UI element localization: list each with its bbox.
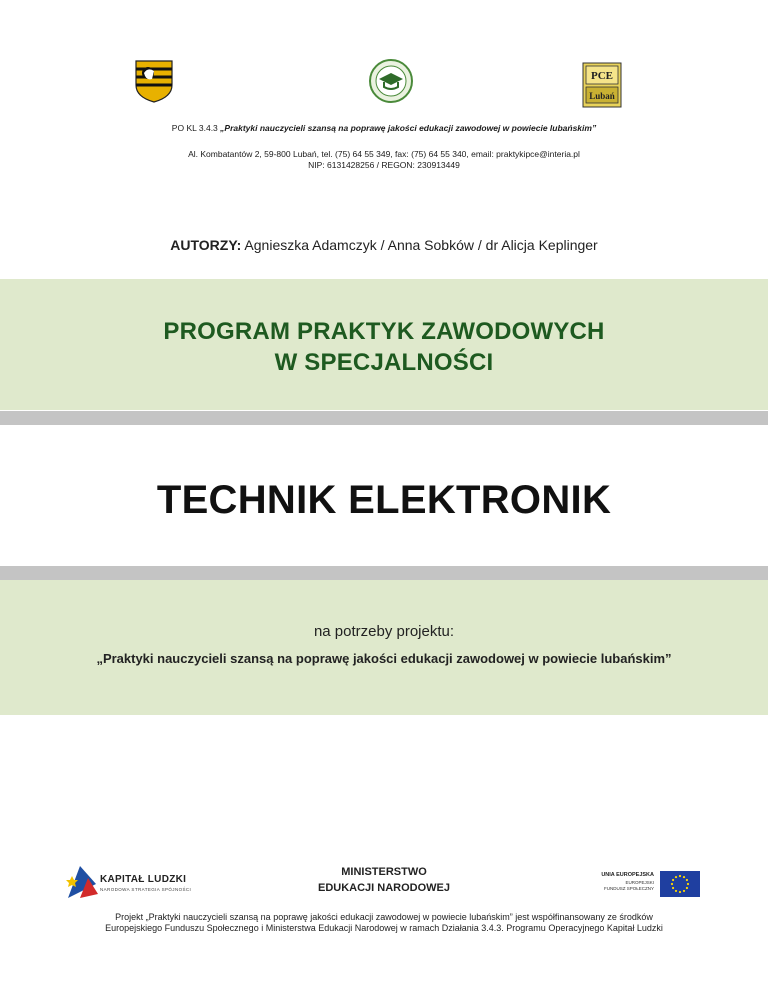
eu-subtitle1: EUROPEJSKI	[625, 880, 654, 885]
eu-star	[686, 879, 688, 881]
eu-star	[679, 875, 681, 877]
eu-star	[672, 887, 674, 889]
project-prefix: PO KL 3.4.3	[171, 123, 218, 133]
eu-star	[675, 890, 677, 892]
eu-star	[679, 891, 681, 893]
program-title-line2: W SPECJALNOŚCI	[274, 349, 494, 376]
eu-star	[683, 876, 685, 878]
authors-line	[0, 237, 768, 253]
eu-flag-icon	[660, 871, 700, 897]
kapital-ludzki-subtitle: NARODOWA STRATEGIA SPÓJNOŚCI	[100, 887, 192, 892]
eu-title: UNIA EUROPEJSKA	[601, 872, 654, 878]
project-title: „Praktyki nauczycieli szansą na poprawę jakości edukacji zawodowej w powiecie lubańskim”	[220, 123, 597, 133]
authors-label: AUTORZY:	[170, 237, 242, 253]
header-address: Al. Kombatantów 2, 59-800 Lubań, tel. (75) 64 55 349, fax: (75) 64 55 340, email: praktykipce@interia.pl	[188, 149, 580, 159]
program-title-line1: PROGRAM PRAKTYK ZAWODOWYCH	[163, 318, 605, 345]
needs-label: na potrzeby projektu:	[313, 623, 455, 640]
footer-line2: Europejskiego Funduszu Społecznego i Ministerstwa Edukacji Narodowej w ramach Działania 3.4.3. Programu Operacyjnego Kapitał Ludzki	[105, 923, 663, 933]
divider-stripe-top	[0, 411, 768, 425]
header-project-line	[0, 123, 768, 134]
graduation-cap-seal-icon	[368, 58, 414, 104]
ministry-line2: EDUKACJI NARODOWEJ	[317, 882, 450, 894]
pce-sub: Lubań	[589, 91, 615, 101]
divider-stripe-bottom	[0, 566, 768, 580]
kapital-ludzki-title: KAPITAŁ LUDZKI	[100, 874, 187, 885]
eu-star	[671, 883, 673, 885]
green-band-bottom	[0, 580, 768, 715]
footer-line1: Projekt „Praktyki nauczycieli szansą na poprawę jakości edukacji zawodowej w powiecie lubańskim” jest współfinansowany ze środków	[115, 912, 653, 922]
pce-text: PCE	[591, 70, 613, 82]
authors-names: Agnieszka Adamczyk / Anna Sobków / dr Alicja Keplinger	[244, 237, 598, 253]
ministry-line1: MINISTERSTWO	[341, 866, 427, 878]
pce-lubań-logo	[582, 62, 622, 108]
eu-star	[675, 876, 677, 878]
eu-star	[672, 879, 674, 881]
coat-of-arms-icon	[134, 59, 174, 103]
eu-star	[687, 883, 689, 885]
header-ids: NIP: 6131428256 / REGON: 230913449	[308, 160, 460, 170]
eu-subtitle2: FUNDUSZ SPOŁECZNY	[603, 886, 654, 891]
needs-project-title: „Praktyki nauczycieli szansą na poprawę jakości edukacji zawodowej w powiecie lubańskim”	[96, 651, 672, 666]
eu-star	[686, 887, 688, 889]
main-title: TECHNIK ELEKTRONIK	[156, 478, 612, 522]
eu-star	[683, 890, 685, 892]
